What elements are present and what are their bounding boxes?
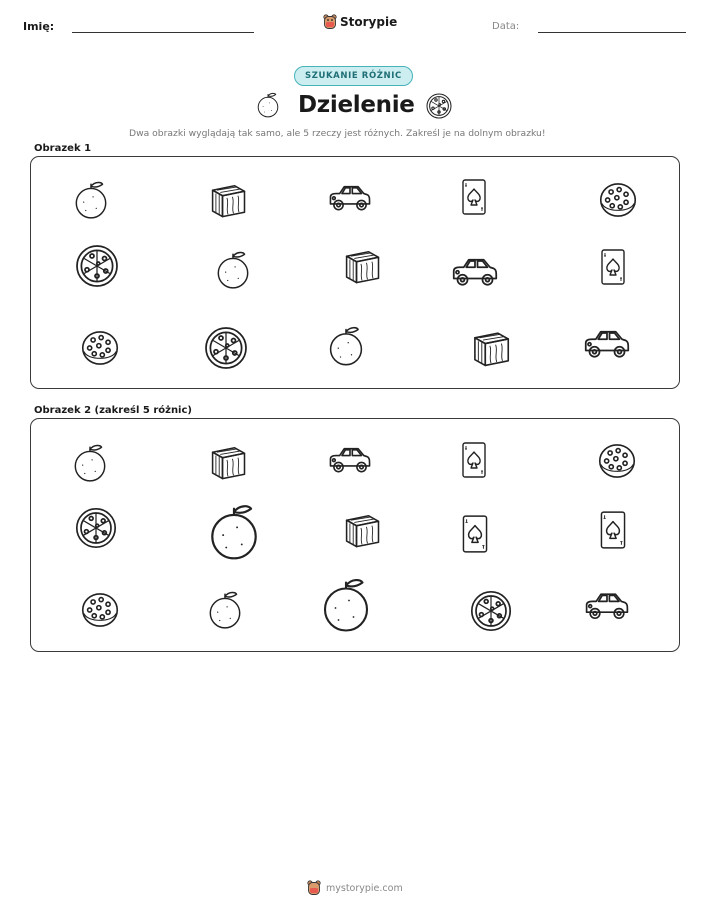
pizza-icon[interactable] (467, 587, 515, 635)
footer (307, 880, 403, 896)
crate-icon (468, 324, 514, 370)
orange-icon[interactable] (203, 501, 265, 563)
card-icon (454, 177, 494, 217)
picture-2-label: Obrazek 2 (zakreśl 5 różnic) (34, 405, 192, 416)
brand-logo (323, 14, 397, 30)
crate-icon[interactable] (340, 507, 384, 551)
storypie-bear-icon (307, 880, 321, 896)
brand-name: Storypie (340, 15, 398, 29)
card-icon[interactable] (454, 513, 496, 555)
name-label: Imię: (23, 20, 55, 33)
car-icon (450, 246, 500, 296)
crate-icon (206, 177, 250, 221)
pizza-icon (72, 241, 122, 291)
car-icon (327, 174, 373, 220)
picture-1-label: Obrazek 1 (34, 143, 92, 154)
car-icon[interactable] (583, 581, 631, 629)
pizza-icon (201, 323, 251, 373)
page-title: Dzielenie (298, 92, 415, 118)
orange-icon (324, 324, 368, 368)
pizza-icon (424, 91, 454, 121)
card-icon[interactable] (592, 509, 634, 551)
orange-icon[interactable] (69, 442, 111, 484)
storypie-bear-icon (323, 14, 337, 30)
name-line[interactable] (72, 32, 254, 33)
card-icon (593, 247, 633, 287)
crate-icon (340, 243, 384, 287)
category-badge: SZUKANIE RÓŻNIC (294, 66, 413, 86)
cookie-icon[interactable] (77, 587, 123, 633)
cookie-icon (77, 325, 123, 371)
orange-icon[interactable] (316, 575, 376, 635)
date-label: Data: (492, 21, 520, 32)
pizza-icon[interactable] (72, 504, 120, 552)
instructions: Dwa obrazki wyglądają tak samo, ale 5 rzeczy jest różnych. Zakreśl je na dolnym obrazku! (129, 128, 546, 139)
orange-icon (254, 91, 282, 119)
car-icon[interactable] (327, 436, 373, 482)
orange-icon[interactable] (204, 589, 246, 631)
crate-icon[interactable] (206, 439, 250, 483)
card-icon[interactable] (454, 440, 494, 480)
footer-url[interactable]: mystorypie.com (326, 882, 403, 894)
cookie-icon[interactable] (594, 438, 640, 484)
car-icon (582, 318, 632, 368)
cookie-icon (595, 177, 641, 223)
orange-icon (70, 179, 112, 221)
orange-icon (212, 249, 254, 291)
date-line[interactable] (538, 32, 686, 33)
